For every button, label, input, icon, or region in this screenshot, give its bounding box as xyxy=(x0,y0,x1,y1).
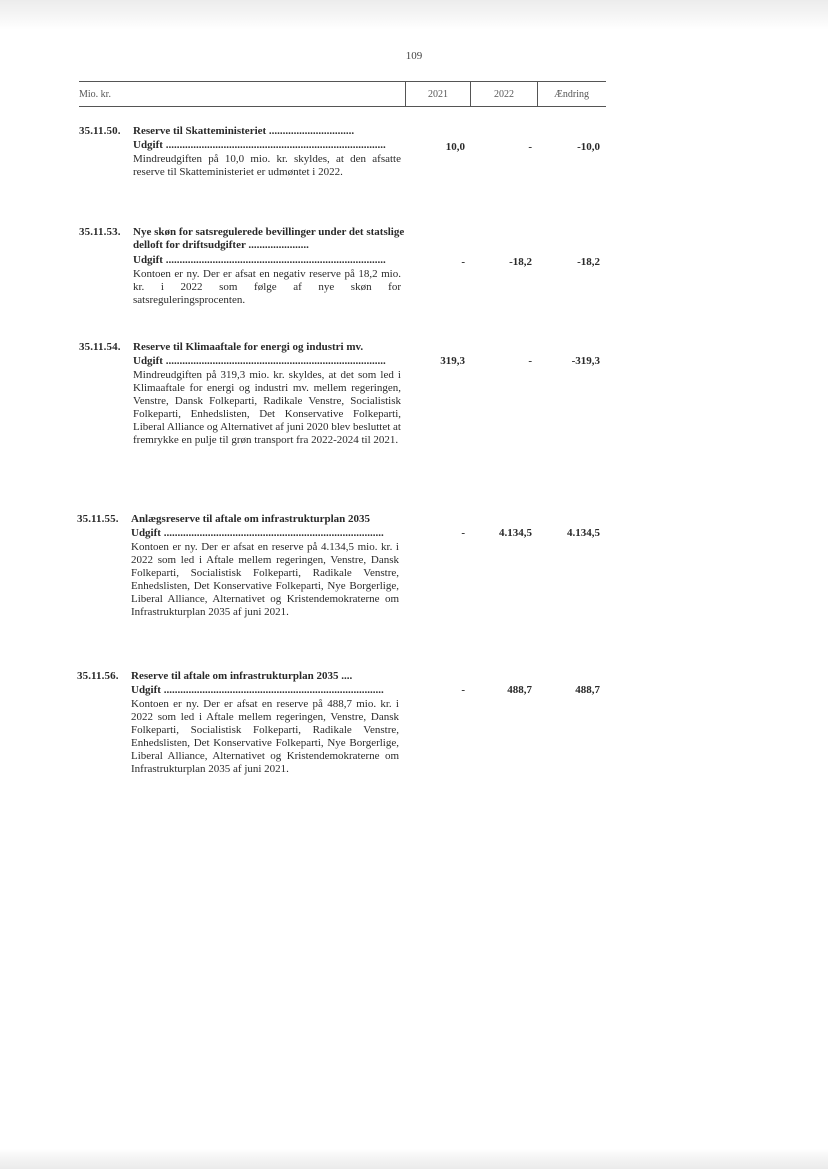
value-2022: -18,2 xyxy=(509,256,532,268)
value-2021: - xyxy=(461,684,465,696)
section-description: Kontoen er ny. Der er afsat en reserve på 4.134,5 mio. kr. i 2022 som led i Aftale mellem regeringen, Venstre, Dansk Folkeparti, Socialistisk Folkeparti, Radikale Venstre, Enhedslisten, Det Konservative Folkeparti, Nye Borgerlige, Liberal Alliance, Alternativet og Kristendemokraterne om Infrastrukturplan 2035 af juni 2021. xyxy=(131,541,399,618)
value-2022: 488,7 xyxy=(507,684,532,696)
value-2022: - xyxy=(528,355,532,367)
value-2021: 319,3 xyxy=(440,355,465,367)
value-2021: - xyxy=(461,527,465,539)
section-description: Mindreudgiften på 319,3 mio. kr. skyldes, at det som led i Klimaaftale for energi og industri mv. mellem regeringen, Venstre, Dansk Folkeparti, Radikale Venstre, Socialistisk Folkeparti, Enhedslisten, Det Konservative Folkeparti, Liberal Alliance og Alternativet af juni 2020 blev besluttet at fremrykke en pulje til grøn transport fra 2022-2024 til 2021. xyxy=(133,369,401,446)
value-2022: - xyxy=(528,141,532,153)
section-title: Reserve til aftale om infrastrukturplan 2035 .... xyxy=(131,670,353,682)
expense-label: Udgift ................................................................................ xyxy=(133,355,386,367)
section-number: 35.11.53. xyxy=(79,226,121,238)
value-2021: - xyxy=(461,256,465,268)
section-number: 35.11.54. xyxy=(79,341,121,353)
section-title: Reserve til Skatteministeriet ............................... xyxy=(133,125,355,137)
value-2022: 4.134,5 xyxy=(499,527,532,539)
page-number: 109 xyxy=(405,50,423,62)
header-col-change: Ændring xyxy=(554,89,589,100)
header-col-2022: 2022 xyxy=(494,89,514,100)
section-title: Anlægsreserve til aftale om infrastrukturplan 2035 xyxy=(131,513,371,525)
section-description: Kontoen er ny. Der er afsat en negativ reserve på 18,2 mio. kr. i 2022 som følge af nye skøn for satsreguleringsprocenten. xyxy=(133,268,401,306)
expense-label: Udgift ................................................................................ xyxy=(133,139,386,151)
value-change: -18,2 xyxy=(577,256,600,268)
expense-label: Udgift ................................................................................ xyxy=(133,254,386,266)
value-change: -10,0 xyxy=(577,141,600,153)
header-rule-top xyxy=(79,81,606,82)
header-unit-label: Mio. kr. xyxy=(79,89,111,100)
expense-label: Udgift ................................................................................ xyxy=(131,527,384,539)
section-description: Mindreudgiften på 10,0 mio. kr. skyldes, at den afsatte reserve til Skatteministeriet er udmøntet i 2022. xyxy=(133,153,401,178)
section-number: 35.11.50. xyxy=(79,125,121,137)
value-change: 488,7 xyxy=(575,684,600,696)
section-title: Reserve til Klimaaftale for energi og industri mv. xyxy=(133,341,364,353)
value-change: -319,3 xyxy=(571,355,600,367)
value-change: 4.134,5 xyxy=(567,527,600,539)
scan-edge-bottom xyxy=(0,1149,828,1169)
section-number: 35.11.55. xyxy=(77,513,119,525)
section-number: 35.11.56. xyxy=(77,670,119,682)
section-title: Nye skøn for satsregulerede bevillinger under det statslige delloft for driftsudgifter ...................... xyxy=(133,226,405,251)
scan-edge-top xyxy=(0,0,828,30)
expense-label: Udgift ................................................................................ xyxy=(131,684,384,696)
value-2021: 10,0 xyxy=(445,141,465,153)
header-col-2021: 2021 xyxy=(428,89,448,100)
section-description: Kontoen er ny. Der er afsat en reserve på 488,7 mio. kr. i 2022 som led i Aftale mellem regeringen, Venstre, Dansk Folkeparti, Socialistisk Folkeparti, Radikale Venstre, Enhedslisten, Det Konservative Folkeparti, Nye Borgerlige, Liberal Alliance, Alternativet og Kristendemokraterne om Infrastrukturplan 2035 af juni 2021. xyxy=(131,698,399,775)
header-rule-bottom xyxy=(79,106,606,107)
